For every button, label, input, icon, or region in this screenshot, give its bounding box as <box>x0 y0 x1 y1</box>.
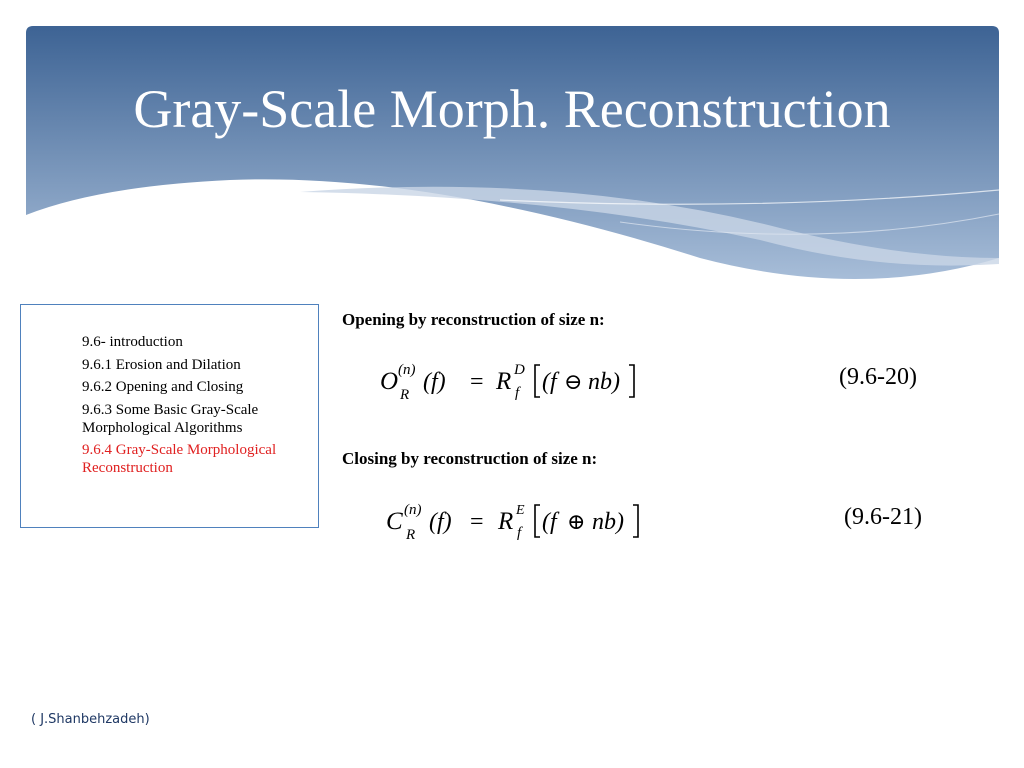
opening-lhs-symbol: O <box>380 368 399 395</box>
slide-title: Gray-Scale Morph. Reconstruction <box>133 79 891 139</box>
closing-argument: (f) <box>429 509 452 535</box>
opening-inner-right: nb) <box>588 369 620 395</box>
opening-inner-operator: ⊖ <box>564 369 583 394</box>
closing-inner-operator: ⊕ <box>567 509 586 534</box>
opening-right-bracket <box>629 365 634 397</box>
opening-equals: = <box>470 369 484 395</box>
toc-item-erosion-dilation[interactable]: 9.6.1 Erosion and Dilation <box>82 356 241 373</box>
opening-inner-left: (f <box>542 369 557 395</box>
opening-formula <box>376 352 656 408</box>
opening-operator-superscript: D <box>514 362 525 378</box>
closing-heading: Closing by reconstruction of size n: <box>342 449 598 468</box>
opening-equation-number: (9.6-20) <box>839 364 917 390</box>
header-panel <box>26 26 999 279</box>
author-credit: ( J.Shanbehzadeh) <box>31 712 150 727</box>
closing-right-bracket <box>633 505 638 537</box>
closing-subscript: R <box>406 527 416 543</box>
closing-left-bracket <box>535 505 540 537</box>
opening-superscript: (n) <box>398 362 416 378</box>
toc-panel <box>20 304 319 528</box>
opening-subscript: R <box>400 387 410 403</box>
closing-superscript: (n) <box>404 502 422 518</box>
closing-inner-left: (f <box>542 509 557 535</box>
closing-operator-symbol: R <box>498 508 514 535</box>
closing-equals: = <box>470 509 484 535</box>
toc-item-opening-closing[interactable]: 9.6.2 Opening and Closing <box>82 379 244 395</box>
opening-left-bracket <box>535 365 540 397</box>
opening-operator-subscript: f <box>515 385 520 401</box>
opening-heading: Opening by reconstruction of size n: <box>342 310 605 329</box>
toc-list <box>82 333 314 482</box>
closing-lhs-symbol: C <box>386 508 403 535</box>
closing-operator-subscript: f <box>517 525 522 541</box>
opening-argument: (f) <box>423 369 446 395</box>
toc-item-reconstruction[interactable]: 9.6.4 Gray-Scale Morphological Reconstruction <box>82 442 277 476</box>
closing-inner-right: nb) <box>592 509 624 535</box>
closing-equation-number: (9.6-21) <box>844 504 922 530</box>
header-wave-background <box>0 0 1024 300</box>
closing-formula <box>382 492 662 548</box>
toc-item-basic-algorithms[interactable]: 9.6.3 Some Basic Gray-Scale Morphological Algorithms <box>82 401 259 436</box>
closing-operator-superscript: E <box>516 503 525 518</box>
toc-item-introduction[interactable]: 9.6- introduction <box>82 334 183 350</box>
opening-operator-symbol: R <box>496 368 512 395</box>
